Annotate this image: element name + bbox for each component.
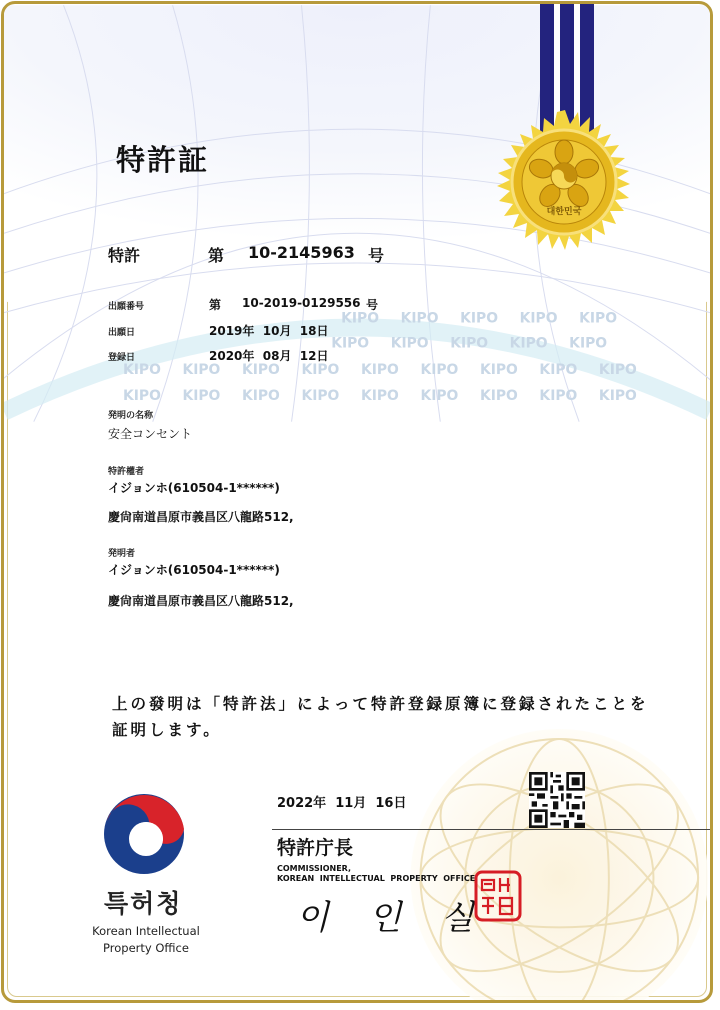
svg-text:KIPO: KIPO	[301, 362, 340, 379]
issuer-english-line1: COMMISSIONER,	[277, 864, 352, 873]
svg-text:KIPO: KIPO	[301, 387, 340, 404]
logo-english-line2: Property Office	[103, 941, 189, 955]
inventor-name: イジョンホ(610504-1******)	[108, 563, 280, 577]
official-red-stamp	[474, 870, 522, 922]
logo-english-line1: Korean Intellectual	[92, 924, 200, 938]
issue-date: 2022年 11月 16日	[277, 796, 407, 811]
application-date-label: 出願日	[108, 328, 136, 338]
svg-text:KIPO: KIPO	[241, 387, 280, 404]
svg-text:KIPO: KIPO	[460, 310, 499, 327]
patent-number: 10-2145963	[248, 243, 355, 262]
svg-text:KIPO: KIPO	[519, 310, 558, 327]
svg-text:KIPO: KIPO	[360, 387, 399, 404]
certification-statement-line2: 証明します。	[112, 721, 222, 739]
svg-text:KIPO: KIPO	[579, 310, 618, 327]
globe-watermark	[411, 729, 708, 1000]
svg-text:KIPO: KIPO	[341, 310, 380, 327]
application-number-suffix: 号	[366, 298, 379, 312]
application-number-value: 10-2019-0129556	[242, 296, 361, 310]
svg-text:KIPO: KIPO	[360, 362, 399, 379]
qr-code-icon	[529, 772, 585, 828]
application-number-prefix: 第	[209, 298, 222, 312]
certification-statement-line1: 上の發明は「特許法」によって特許登録原簿に登録されたことを	[112, 695, 649, 713]
logo-korean-name: 특허청	[104, 889, 183, 918]
registration-date-value: 2020年 08月 12日	[209, 349, 329, 363]
svg-text:KIPO: KIPO	[122, 387, 161, 404]
patentee-address: 慶尙南道昌原市義昌区八龍路512,	[108, 510, 294, 524]
patent-suffix: 号	[368, 246, 385, 265]
svg-text:KIPO: KIPO	[598, 362, 637, 379]
svg-text:KIPO: KIPO	[182, 362, 221, 379]
invention-title-value: 安全コンセント	[108, 427, 193, 441]
commissioner-signature: 이 인 실	[296, 898, 480, 938]
invention-title-label: 発明の名称	[108, 411, 154, 421]
svg-text:KIPO: KIPO	[331, 335, 370, 352]
patent-prefix: 第	[208, 246, 225, 265]
svg-text:KIPO: KIPO	[420, 362, 459, 379]
svg-text:KIPO: KIPO	[241, 362, 280, 379]
application-date-value: 2019年 10月 18日	[209, 324, 329, 338]
svg-text:KIPO: KIPO	[598, 387, 637, 404]
inventor-label: 発明者	[108, 549, 136, 559]
svg-text:KIPO: KIPO	[539, 362, 578, 379]
svg-text:KIPO: KIPO	[400, 310, 439, 327]
patentee-label: 特許權者	[108, 467, 145, 477]
svg-text:KIPO: KIPO	[539, 387, 578, 404]
patent-label: 特許	[108, 246, 141, 265]
issuer-title: 特許庁長	[277, 837, 354, 859]
registration-date-label: 登録日	[108, 353, 136, 363]
kipo-taegeuk-logo-icon	[99, 789, 189, 879]
svg-text:KIPO: KIPO	[122, 362, 161, 379]
svg-text:KIPO: KIPO	[182, 387, 221, 404]
seal-text: 대한민국	[546, 207, 582, 217]
issuer-english-line2: KOREAN INTELLECTUAL PROPERTY OFFICE	[277, 874, 476, 883]
patentee-name: イジョンホ(610504-1******)	[108, 481, 280, 495]
svg-text:KIPO: KIPO	[479, 387, 518, 404]
application-number-label: 出願番号	[108, 302, 145, 312]
svg-text:KIPO: KIPO	[509, 335, 548, 352]
svg-text:KIPO: KIPO	[569, 335, 608, 352]
inventor-address: 慶尙南道昌原市義昌区八龍路512,	[108, 594, 294, 608]
certificate-frame	[1, 1, 713, 1003]
issuer-divider	[272, 829, 712, 830]
svg-text:KIPO: KIPO	[450, 335, 489, 352]
svg-text:KIPO: KIPO	[479, 362, 518, 379]
svg-text:KIPO: KIPO	[390, 335, 429, 352]
gold-medal-seal	[474, 4, 654, 274]
svg-text:KIPO: KIPO	[420, 387, 459, 404]
certificate-title: 特許証	[116, 143, 210, 177]
